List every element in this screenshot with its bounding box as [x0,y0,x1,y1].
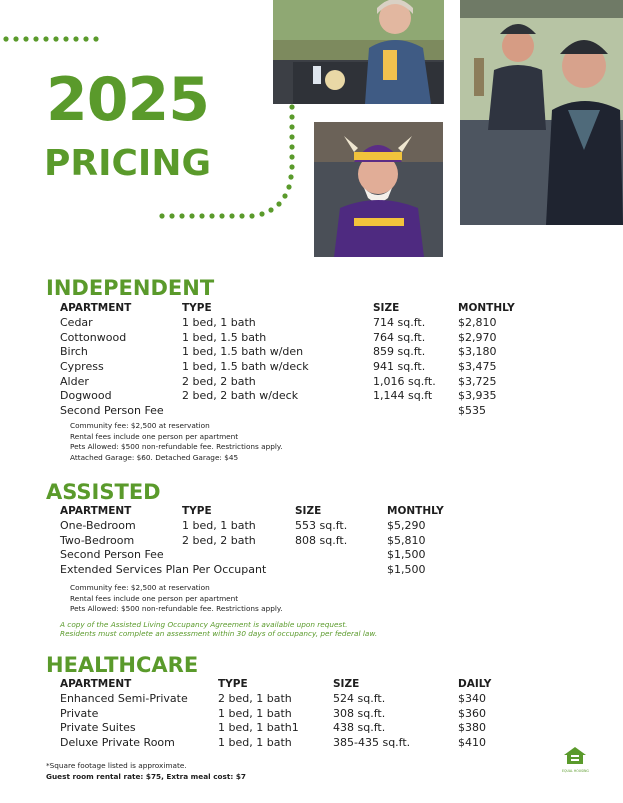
room-price: $380 [458,721,486,734]
photo-man-vikings-hat [314,122,443,257]
note-line: Rental fees include one person per apartment [70,432,239,441]
section-title-assisted: ASSISTED [46,480,161,504]
fee-label: Extended Services Plan Per Occupant [60,563,267,576]
note-line: Community fee: $2,500 at reservation [70,421,210,430]
apartment-name: Dogwood [60,389,112,402]
room-price: $410 [458,736,486,749]
apartment-name: Cottonwood [60,331,127,344]
apartment-name: Birch [60,345,88,358]
photo-man-holding-fish [460,0,623,225]
apartment-price: $3,935 [458,389,497,402]
apartment-price: $5,290 [387,519,426,532]
fee-price: $1,500 [387,563,426,576]
apartment-type: 1 bed, 1 bath [182,519,256,532]
fee-price: $535 [458,404,486,417]
room-type: 2 bed, 1 bath [218,692,292,705]
fee-label: Second Person Fee [60,404,164,417]
apartment-name: Two-Bedroom [60,534,135,547]
apartment-price: $2,810 [458,316,497,329]
apartment-name: Cedar [60,316,93,329]
column-header-size: SIZE [333,678,360,690]
section-title-independent: INDEPENDENT [46,276,215,300]
assessment-note: Residents must complete an assessment within 30 days of occupancy, per federal law. [60,629,378,638]
room-type: 1 bed, 1 bath [218,736,292,749]
apartment-price: $2,970 [458,331,497,344]
apartment-name: Cypress [60,360,104,373]
apartment-price: $5,810 [387,534,426,547]
apartment-size: 714 sq.ft. [373,316,426,329]
apartment-price: $3,180 [458,345,497,358]
column-header-apartment: APARTMENT [60,302,132,314]
equal-housing-logo [562,745,588,773]
apartment-size: 1,016 sq.ft. [373,375,436,388]
guest-room-rate: Guest room rental rate: $75, Extra meal cost: $7 [46,772,246,781]
fee-label: Second Person Fee [60,548,164,561]
apartment-price: $3,475 [458,360,497,373]
page-year: 2025 [46,65,209,135]
column-header-daily: DAILY [458,678,492,690]
apartment-size: 941 sq.ft. [373,360,426,373]
apartment-size: 859 sq.ft. [373,345,426,358]
note-line: Pets Allowed: $500 non-refundable fee. Restrictions apply. [70,442,283,451]
apartment-price: $3,725 [458,375,497,388]
equal-housing-text: EQUAL HOUSING [562,769,589,773]
apartment-name: Alder [60,375,89,388]
page-title: PRICING [44,143,211,184]
column-header-apartment: APARTMENT [60,505,132,517]
apartment-type: 1 bed, 1.5 bath w/deck [182,360,309,373]
apartment-name: One-Bedroom [60,519,136,532]
apartment-type: 2 bed, 2 bath [182,534,256,547]
column-header-size: SIZE [373,302,400,314]
room-type: 1 bed, 1 bath [218,707,292,720]
column-header-monthly: MONTHLY [458,302,515,314]
apartment-type: 1 bed, 1 bath [182,316,256,329]
room-name: Deluxe Private Room [60,736,175,749]
apartment-type: 1 bed, 1.5 bath [182,331,267,344]
note-line: Pets Allowed: $500 non-refundable fee. Restrictions apply. [70,604,283,613]
apartment-size: 1,144 sq.ft [373,389,433,402]
apartment-type: 2 bed, 2 bath w/deck [182,389,299,402]
room-size: 524 sq.ft. [333,692,386,705]
apartment-size: 808 sq.ft. [295,534,348,547]
room-price: $360 [458,707,486,720]
square-footage-footnote: *Square footage listed is approximate. [46,761,187,770]
fee-price: $1,500 [387,548,426,561]
column-header-type: TYPE [182,505,212,517]
room-size: 385-435 sq.ft. [333,736,411,749]
apartment-size: 553 sq.ft. [295,519,348,532]
room-name: Private Suites [60,721,136,734]
note-line: Rental fees include one person per apartment [70,594,239,603]
note-line: Attached Garage: $60. Detached Garage: $45 [70,453,239,462]
column-header-monthly: MONTHLY [387,505,444,517]
note-line: Community fee: $2,500 at reservation [70,583,210,592]
column-header-apartment: APARTMENT [60,678,132,690]
column-header-size: SIZE [295,505,322,517]
section-title-healthcare: HEALTHCARE [46,653,199,677]
apartment-type: 2 bed, 2 bath [182,375,256,388]
apartment-size: 764 sq.ft. [373,331,426,344]
agreement-note: A copy of the Assisted Living Occupancy Agreement is available upon request. [60,620,348,629]
room-price: $340 [458,692,486,705]
room-name: Enhanced Semi-Private [60,692,188,705]
column-header-type: TYPE [218,678,248,690]
room-name: Private [60,707,99,720]
equal-housing-opportunity-icon [562,745,588,765]
photo-woman-eating-snack [273,0,444,104]
room-size: 308 sq.ft. [333,707,386,720]
apartment-type: 1 bed, 1.5 bath w/den [182,345,304,358]
column-header-type: TYPE [182,302,212,314]
room-type: 1 bed, 1 bath1 [218,721,299,734]
room-size: 438 sq.ft. [333,721,386,734]
